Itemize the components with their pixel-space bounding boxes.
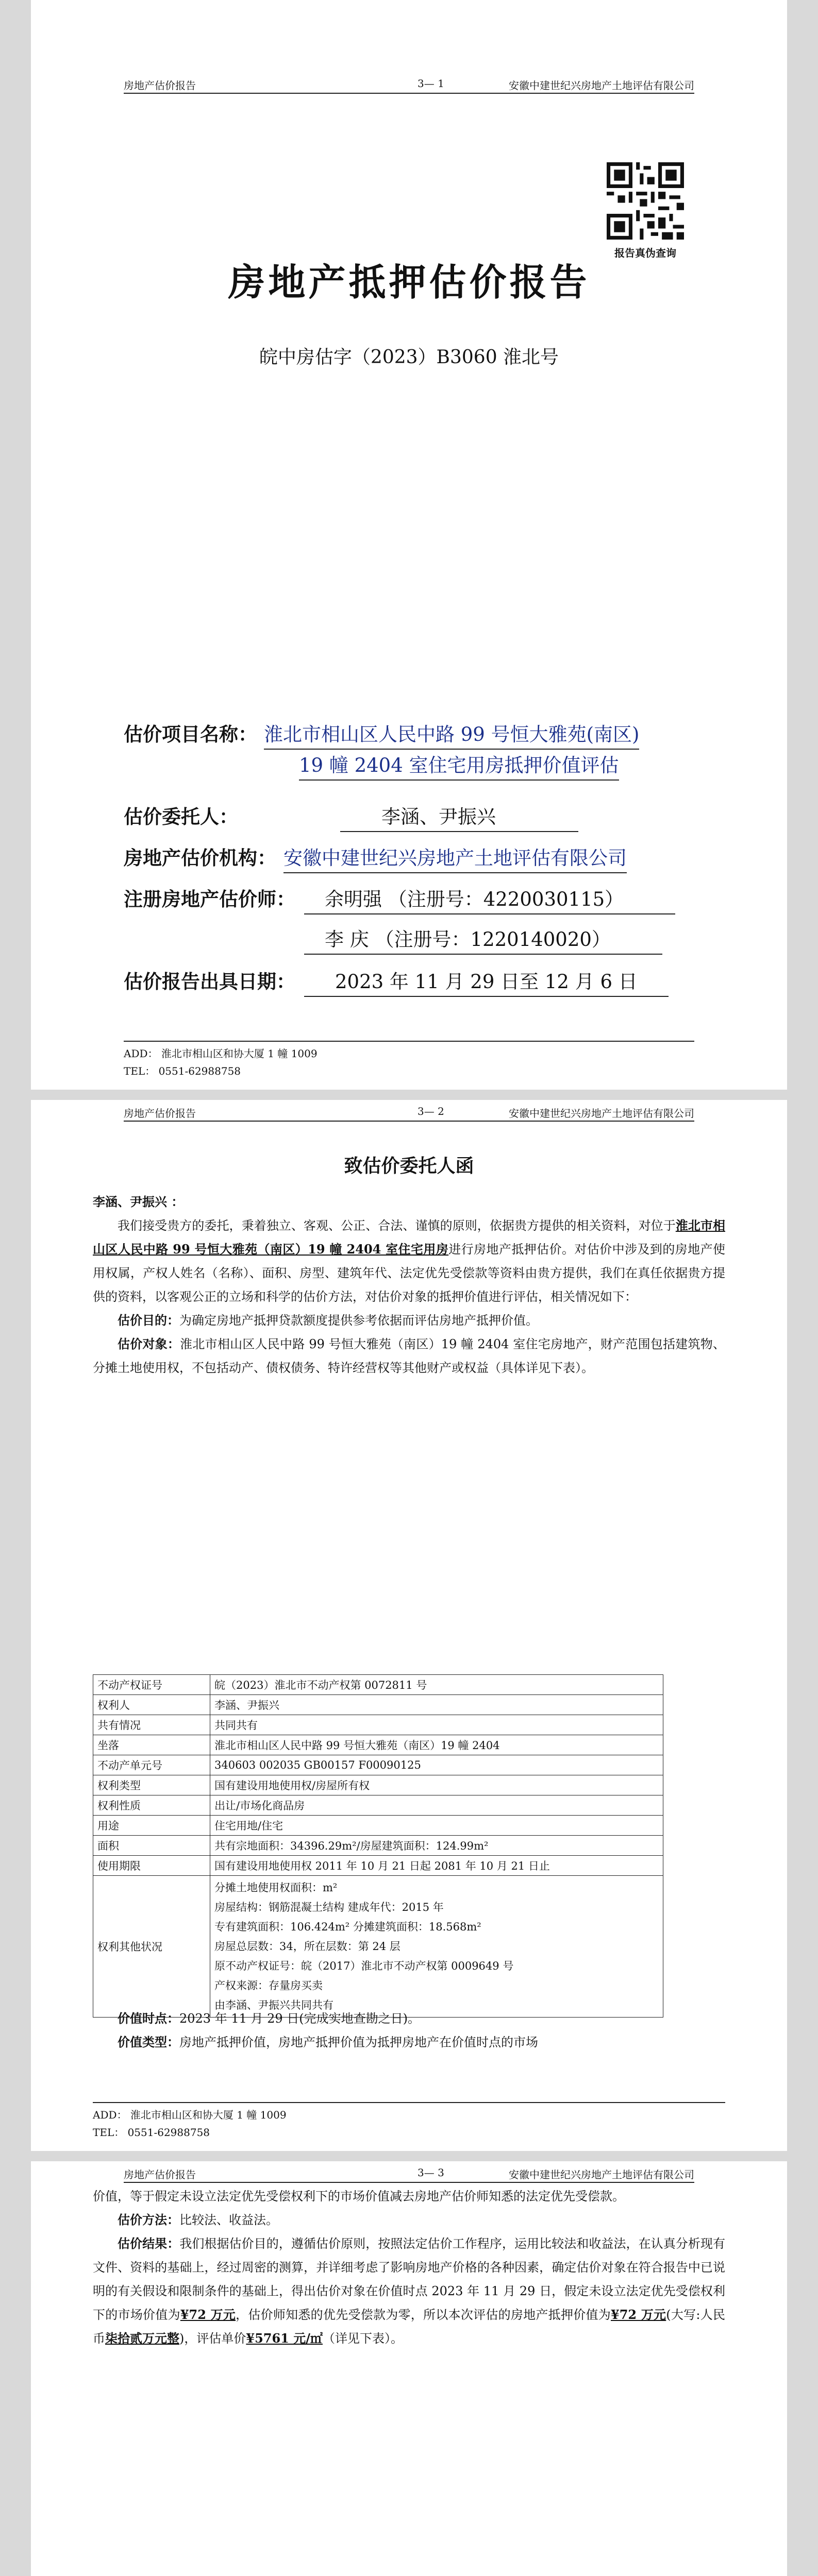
property-row-other [93, 1876, 663, 2018]
header-page-number: 3— 1 [418, 77, 444, 90]
page-header [124, 77, 694, 94]
property-key: 使用期限 [93, 1856, 210, 1876]
property-value: 共有宗地面积：34396.29m²/房屋建筑面积：124.99m² [210, 1836, 663, 1856]
property-other-lines [210, 1876, 663, 2018]
result-label: 估价结果： [118, 2236, 180, 2251]
property-other-line: 原不动产权证号：皖（2017）淮北市不动产权第 0009649 号 [214, 1960, 514, 1972]
header-left: 房地产估价报告 [124, 79, 196, 92]
appraiser-2: 李 庆 （注册号：1220140020） [304, 924, 662, 955]
value-date-label: 价值时点： [118, 2011, 179, 2026]
result-unit-price: ¥5761 元/㎡ [246, 2331, 323, 2346]
letter-body-2 [93, 2007, 725, 2054]
property-value: 340603 002035 GB00157 F00090125 [210, 1755, 663, 1775]
client-value: 李涵、尹振兴 [340, 801, 578, 832]
property-key: 不动产单元号 [93, 1755, 210, 1775]
project-name-row [124, 719, 716, 781]
property-value: 皖（2023）淮北市不动产权第 0072811 号 [210, 1675, 663, 1695]
org-value: 安徽中建世纪兴房地产土地评估有限公司 [283, 842, 627, 873]
property-row [93, 1695, 663, 1715]
value-type-text-a: 房地产抵押价值，房地产抵押价值为抵押房地产在价值时点的市场 [179, 2035, 538, 2049]
header-company: 安徽中建世纪兴房地产土地评估有限公司 [509, 79, 694, 92]
result-text-a: 我们根据估价目的，遵循估价原则，按照法定估价工作程序，运用比较法和收益法，在认真分析现有文件、资料的基础上，经过周密的测算，并详细考虑了影响房地产价格的各种因素，确定估价对象在符合报告中已说明的有关假设和限制条件的基础上，得出估价对象在价值时点 2023 年 11 月 29 日，假定未设立法定优先受偿权利下的市场价值为 [93, 2236, 725, 2322]
document-number: 皖中房估字（2023）B3060 淮北号 [259, 347, 559, 368]
appraiser-1: 余明强 （注册号：4220030115） [304, 884, 675, 914]
property-key: 坐落 [93, 1735, 210, 1755]
method-label: 估价方法： [118, 2212, 179, 2227]
p1-address: 淮北市相山区人民中路 99 号恒大雅苑（南区）19 幢 2404 室住宅用房 [93, 1218, 725, 1257]
property-value: 住宅用地/住宅 [210, 1816, 663, 1836]
appraiser-label: 注册房地产估价师： [124, 888, 295, 910]
property-row [93, 1755, 663, 1775]
letter-body [93, 1190, 725, 1380]
value-date-text: 2023 年 11 月 29 日(完成实地查勘之日)。 [179, 2011, 421, 2026]
header-page-number: 3— 3 [418, 2166, 444, 2179]
p1-text-a: 我们接受贵方的委托，秉着独立、客观、公正、合法、谨慎的原则，依据贵方提供的相关资料，对位于 [118, 1218, 676, 1233]
date-row [124, 966, 716, 997]
property-key: 权利其他状况 [93, 1876, 210, 2018]
result-text-i: （详见下表）。 [323, 2331, 403, 2346]
value-type-paragraph [93, 2030, 725, 2054]
property-value: 出让/市场化商品房 [210, 1795, 663, 1816]
property-row [93, 1735, 663, 1755]
page-header [124, 2166, 694, 2183]
property-value: 共同共有 [210, 1715, 663, 1735]
client-label: 估价委托人： [124, 805, 238, 828]
property-value: 淮北市相山区人民中路 99 号恒大雅苑（南区）19 幢 2404 [210, 1735, 663, 1755]
property-other-line: 专有建筑面积：106.424m² 分摊建筑面积：18.568m² [214, 1921, 481, 1933]
project-name-line2: 19 幢 2404 室住宅用房抵押价值评估 [299, 750, 619, 781]
result-text-e: (大写:人民币 [93, 2308, 726, 2346]
qr-caption: 报告真伪查询 [614, 247, 676, 259]
date-label: 估价报告出具日期： [124, 970, 295, 993]
object-paragraph [93, 1332, 725, 1380]
method-paragraph [93, 2208, 725, 2232]
header-company: 安徽中建世纪兴房地产土地评估有限公司 [509, 1107, 694, 1120]
footer-address: ADD： 淮北市相山区和协大厦 1 幢 1009 [124, 1047, 318, 1060]
property-other-line: 分摊土地使用权面积：m² [214, 1882, 338, 1894]
purpose-text: 为确定房地产抵押贷款额度提供参考依据而评估房地产抵押价值。 [179, 1313, 538, 1328]
letter-paragraph-1 [93, 1214, 725, 1309]
property-key: 面积 [93, 1836, 210, 1856]
result-chinese-amount: 柒拾贰万元整 [105, 2331, 179, 2346]
result-mortgage-value: ¥72 万元 [611, 2307, 666, 2322]
letter-recipient: 李涵、尹振兴 ： [93, 1194, 184, 1209]
property-row [93, 1715, 663, 1735]
property-row [93, 1775, 663, 1795]
property-value: 国有建设用地使用权 2011 年 10 月 21 日起 2081 年 10 月 21 日止 [210, 1856, 663, 1876]
letter-body-3 [93, 2184, 725, 2350]
object-label: 估价对象： [118, 1336, 180, 1351]
appraiser-row [124, 884, 716, 956]
result-market-value: ¥72 万元 [180, 2307, 236, 2322]
property-key: 权利类型 [93, 1775, 210, 1795]
property-table [93, 1674, 663, 2018]
property-row [93, 1675, 663, 1695]
property-row [93, 1816, 663, 1836]
property-key: 用途 [93, 1816, 210, 1836]
property-row [93, 1856, 663, 1876]
org-row [124, 842, 716, 873]
header-page-number: 3— 2 [418, 1105, 444, 1117]
org-label: 房地产估价机构： [124, 846, 276, 869]
value-type-label: 价值类型： [118, 2035, 179, 2049]
property-key: 不动产权证号 [93, 1675, 210, 1695]
cover-page [31, 0, 787, 1090]
p1-text-c: 进行房地产抵押估价。对估价中涉及到的房地产使用权属，产权人姓名（名称）、面积、房型、建筑年代、法定优先受偿款等资料由贵方提供，我们在真任依据贵方提供的资料，以客观公正的立场和科学的估价方法，对估价对象的抵押价值进行评估，相关情况如下： [93, 1242, 726, 1304]
page-footer [124, 1041, 694, 1080]
footer-address: ADD： 淮北市相山区和协大厦 1 幢 1009 [93, 2109, 287, 2121]
page-header [124, 1105, 694, 1122]
property-other-line: 房屋总层数：34，所在层数：第 24 层 [214, 1940, 400, 1953]
property-key: 权利性质 [93, 1795, 210, 1816]
header-left: 房地产估价报告 [124, 2168, 196, 2181]
header-company: 安徽中建世纪兴房地产土地评估有限公司 [509, 2168, 694, 2181]
property-other-line: 房屋结构：钢筋混凝土结构 建成年代：2015 年 [214, 1901, 444, 1913]
value-date-paragraph [93, 2007, 725, 2030]
property-row [93, 1795, 663, 1816]
property-value: 国有建设用地使用权/房屋所有权 [210, 1775, 663, 1795]
result-text-c: ，估价师知悉的优先受偿款为零，所以本次评估的房地产抵押价值为 [236, 2308, 611, 2322]
client-row [124, 801, 716, 832]
property-other-line: 由李涵、尹振兴共同共有 [214, 1999, 333, 2011]
purpose-label: 估价目的： [118, 1313, 179, 1328]
object-text: 淮北市相山区人民中路 99 号恒大雅苑（南区）19 幢 2404 室住宅房地产，财产范围包括建筑物、分摊土地使用权，不包括动产、债权债务、特许经营权等其他财产或权益（具体详见下表）。 [93, 1337, 725, 1375]
purpose-paragraph [93, 1309, 725, 1332]
qr-code-icon[interactable] [607, 162, 684, 240]
header-left: 房地产估价报告 [124, 1107, 196, 1120]
page-footer [93, 2102, 725, 2141]
footer-tel: TEL： 0551-62988758 [124, 1065, 241, 1077]
project-name-label: 估价项目名称： [124, 723, 257, 745]
value-type-text-b: 价值，等于假定未设立法定优先受偿权利下的市场价值减去房地产估价师知悉的法定优先受偿款。 [93, 2189, 625, 2204]
method-text: 比较法、收益法。 [179, 2213, 278, 2227]
project-name-line1: 淮北市相山区人民中路 99 号恒大雅苑(南区) [264, 719, 639, 750]
property-other-line: 产权来源：存量房买卖 [214, 1979, 323, 1992]
report-title: 房地产抵押估价报告 [228, 260, 590, 304]
property-key: 权利人 [93, 1695, 210, 1715]
result-text-g: )，评估单价 [179, 2331, 246, 2346]
property-row [93, 1836, 663, 1856]
date-value: 2023 年 11 月 29 日至 12 月 6 日 [304, 966, 669, 997]
letter-title: 致估价委托人函 [344, 1155, 474, 1177]
result-paragraph [93, 2232, 725, 2350]
footer-tel: TEL： 0551-62988758 [93, 2126, 210, 2139]
property-key: 共有情况 [93, 1715, 210, 1735]
property-value: 李涵、尹振兴 [210, 1695, 663, 1715]
